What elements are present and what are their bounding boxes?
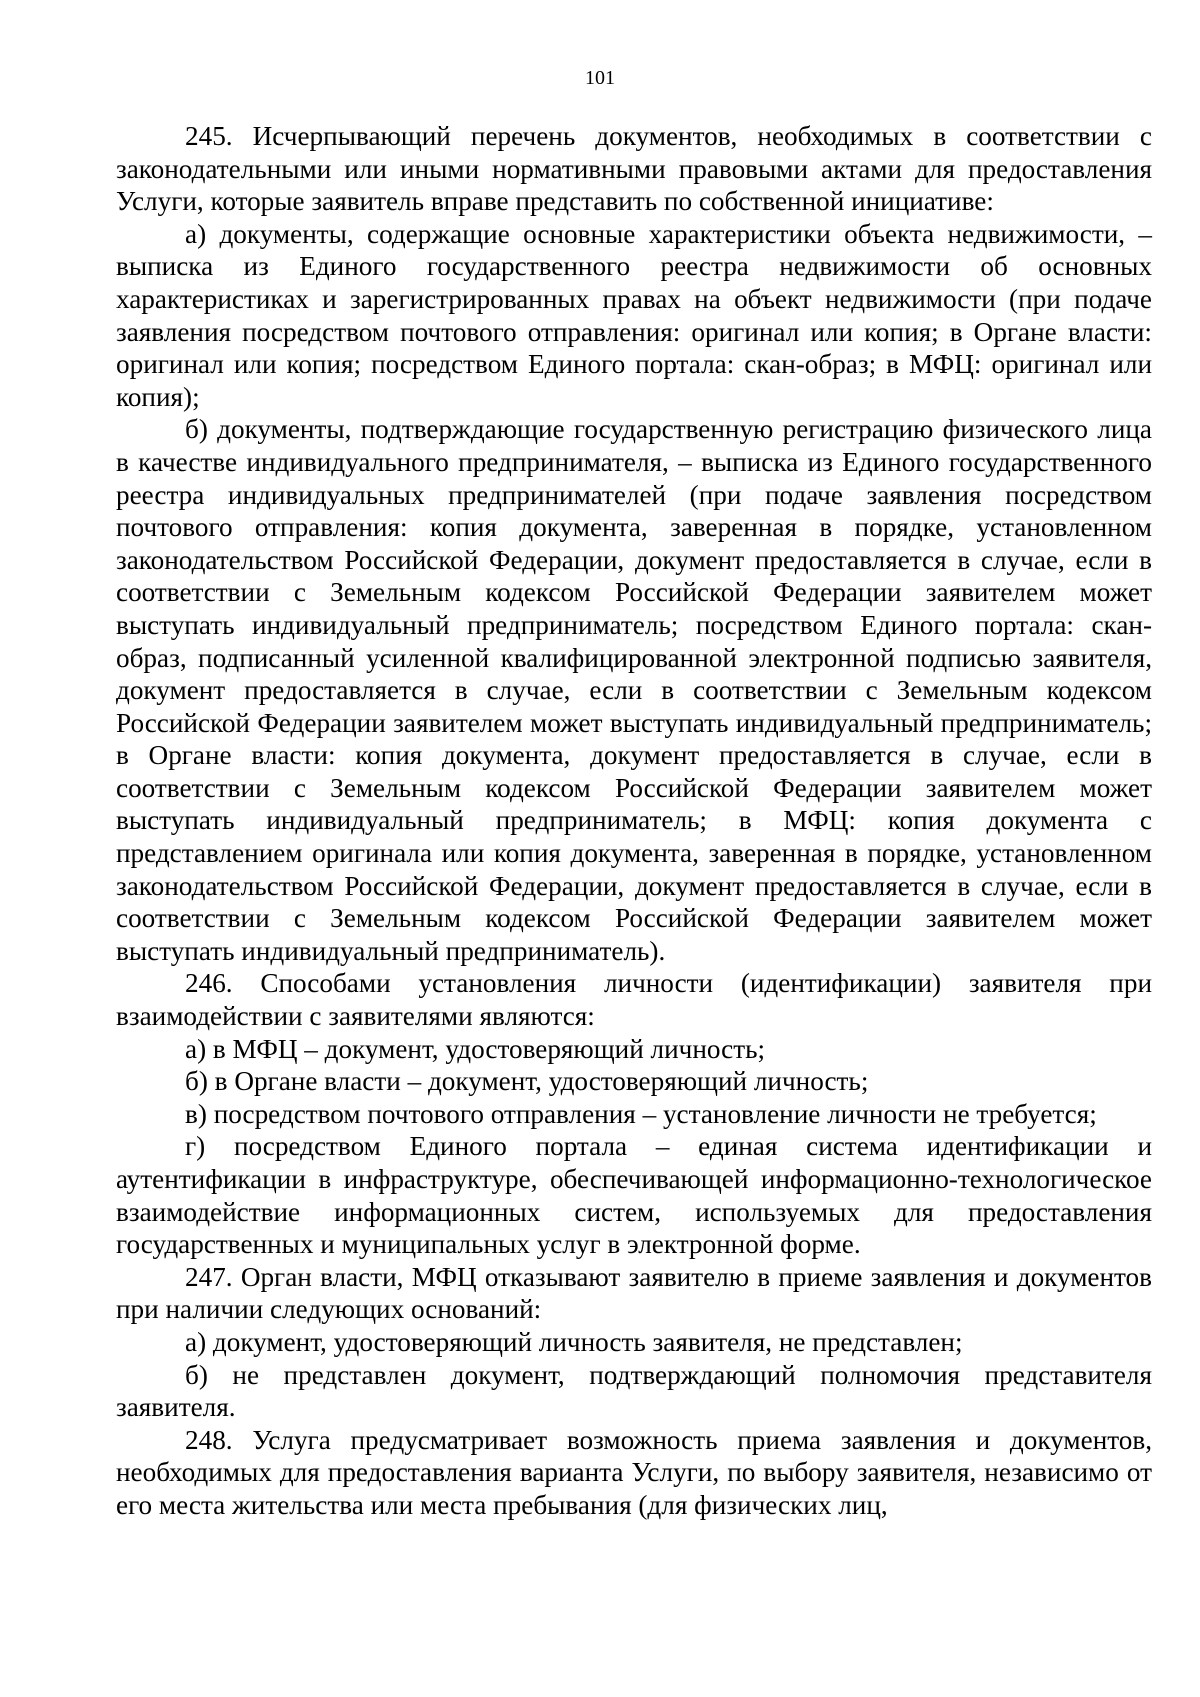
paragraph-245-a: а) документы, содержащие основные характеристики объекта недвижимости, – выписка из Единого государственного реестра недвижимости об основных характеристиках и зарегистрированных правах на объект недвижимости (при подаче заявления посредством почтового отправления: оригинал или копия; в Органе власти: оригинал или копия; посредством Единого портала: скан-образ; в МФЦ: оригинал или копия); [116, 218, 1152, 412]
paragraph-247-a: а) документ, удостоверяющий личность заявителя, не представлен; [185, 1326, 963, 1357]
paragraph-245: 245. Исчерпывающий перечень документов, необходимых в соответствии с законодательными или иными нормативными правовыми актами для предоставления Услуги, которые заявитель вправе представить по собственной инициативе: [116, 121, 1152, 217]
paragraph-247: 247. Орган власти, МФЦ отказывают заявителю в приеме заявления и документов при наличии следующих оснований: [116, 1261, 1152, 1325]
paragraph-248: 248. Услуга предусматривает возможность приема заявления и документов, необходимых для предоставления варианта Услуги, по выбору заявителя, независимо от его места жительства или места пребывания (для физических лиц, [116, 1424, 1152, 1520]
paragraph-246-a: а) в МФЦ – документ, удостоверяющий личность; [185, 1033, 766, 1064]
paragraph-246-v: в) посредством почтового отправления – установление личности не требуется; [185, 1098, 1097, 1129]
paragraph-247-b: б) не представлен документ, подтверждающий полномочия представителя заявителя. [116, 1359, 1152, 1423]
paragraph-245-b: б) документы, подтверждающие государственную регистрацию физического лица в качестве индивидуального предпринимателя, – выписка из Единого государственного реестра индивидуальных предпринимателей (при подаче заявления посредством почтового отправления: копия документа, заверенная в порядке, установленном законодательством Российской Федерации, документ предоставляется в случае, если в соответствии с Земельным кодексом Российской Федерации заявителем может выступать индивидуальный предприниматель; посредством Единого портала: скан-образ, подписанный усиленной квалифицированной электронной подписью заявителя, документ предоставляется в случае, если в соответствии с Земельным кодексом Российской Федерации заявителем может выступать индивидуальный предприниматель; в Органе власти: копия документа, документ предоставляется в случае, если в соответствии с Земельным кодексом Российской Федерации заявителем может выступать индивидуальный предприниматель; в МФЦ: копия документа с представлением оригинала или копия документа, заверенная в порядке, установленном законодательством Российской Федерации, документ предоставляется в случае, если в соответствии с Земельным кодексом Российской Федерации заявителем может выступать индивидуальный предприниматель). [116, 414, 1152, 966]
page-number: 101 [585, 67, 615, 89]
paragraph-246: 246. Способами установления личности (идентификации) заявителя при взаимодействии с заявителями являются: [116, 968, 1152, 1032]
paragraph-246-g: г) посредством Единого портала – единая система идентификации и аутентификации в инфраструктуре, обеспечивающей информационно-технологическое взаимодействие информационных систем, используемых для предоставления государственных и муниципальных услуг в электронной форме. [116, 1131, 1152, 1260]
paragraph-246-b: б) в Органе власти – документ, удостоверяющий личность; [185, 1066, 869, 1097]
document-body [116, 120, 1152, 1522]
